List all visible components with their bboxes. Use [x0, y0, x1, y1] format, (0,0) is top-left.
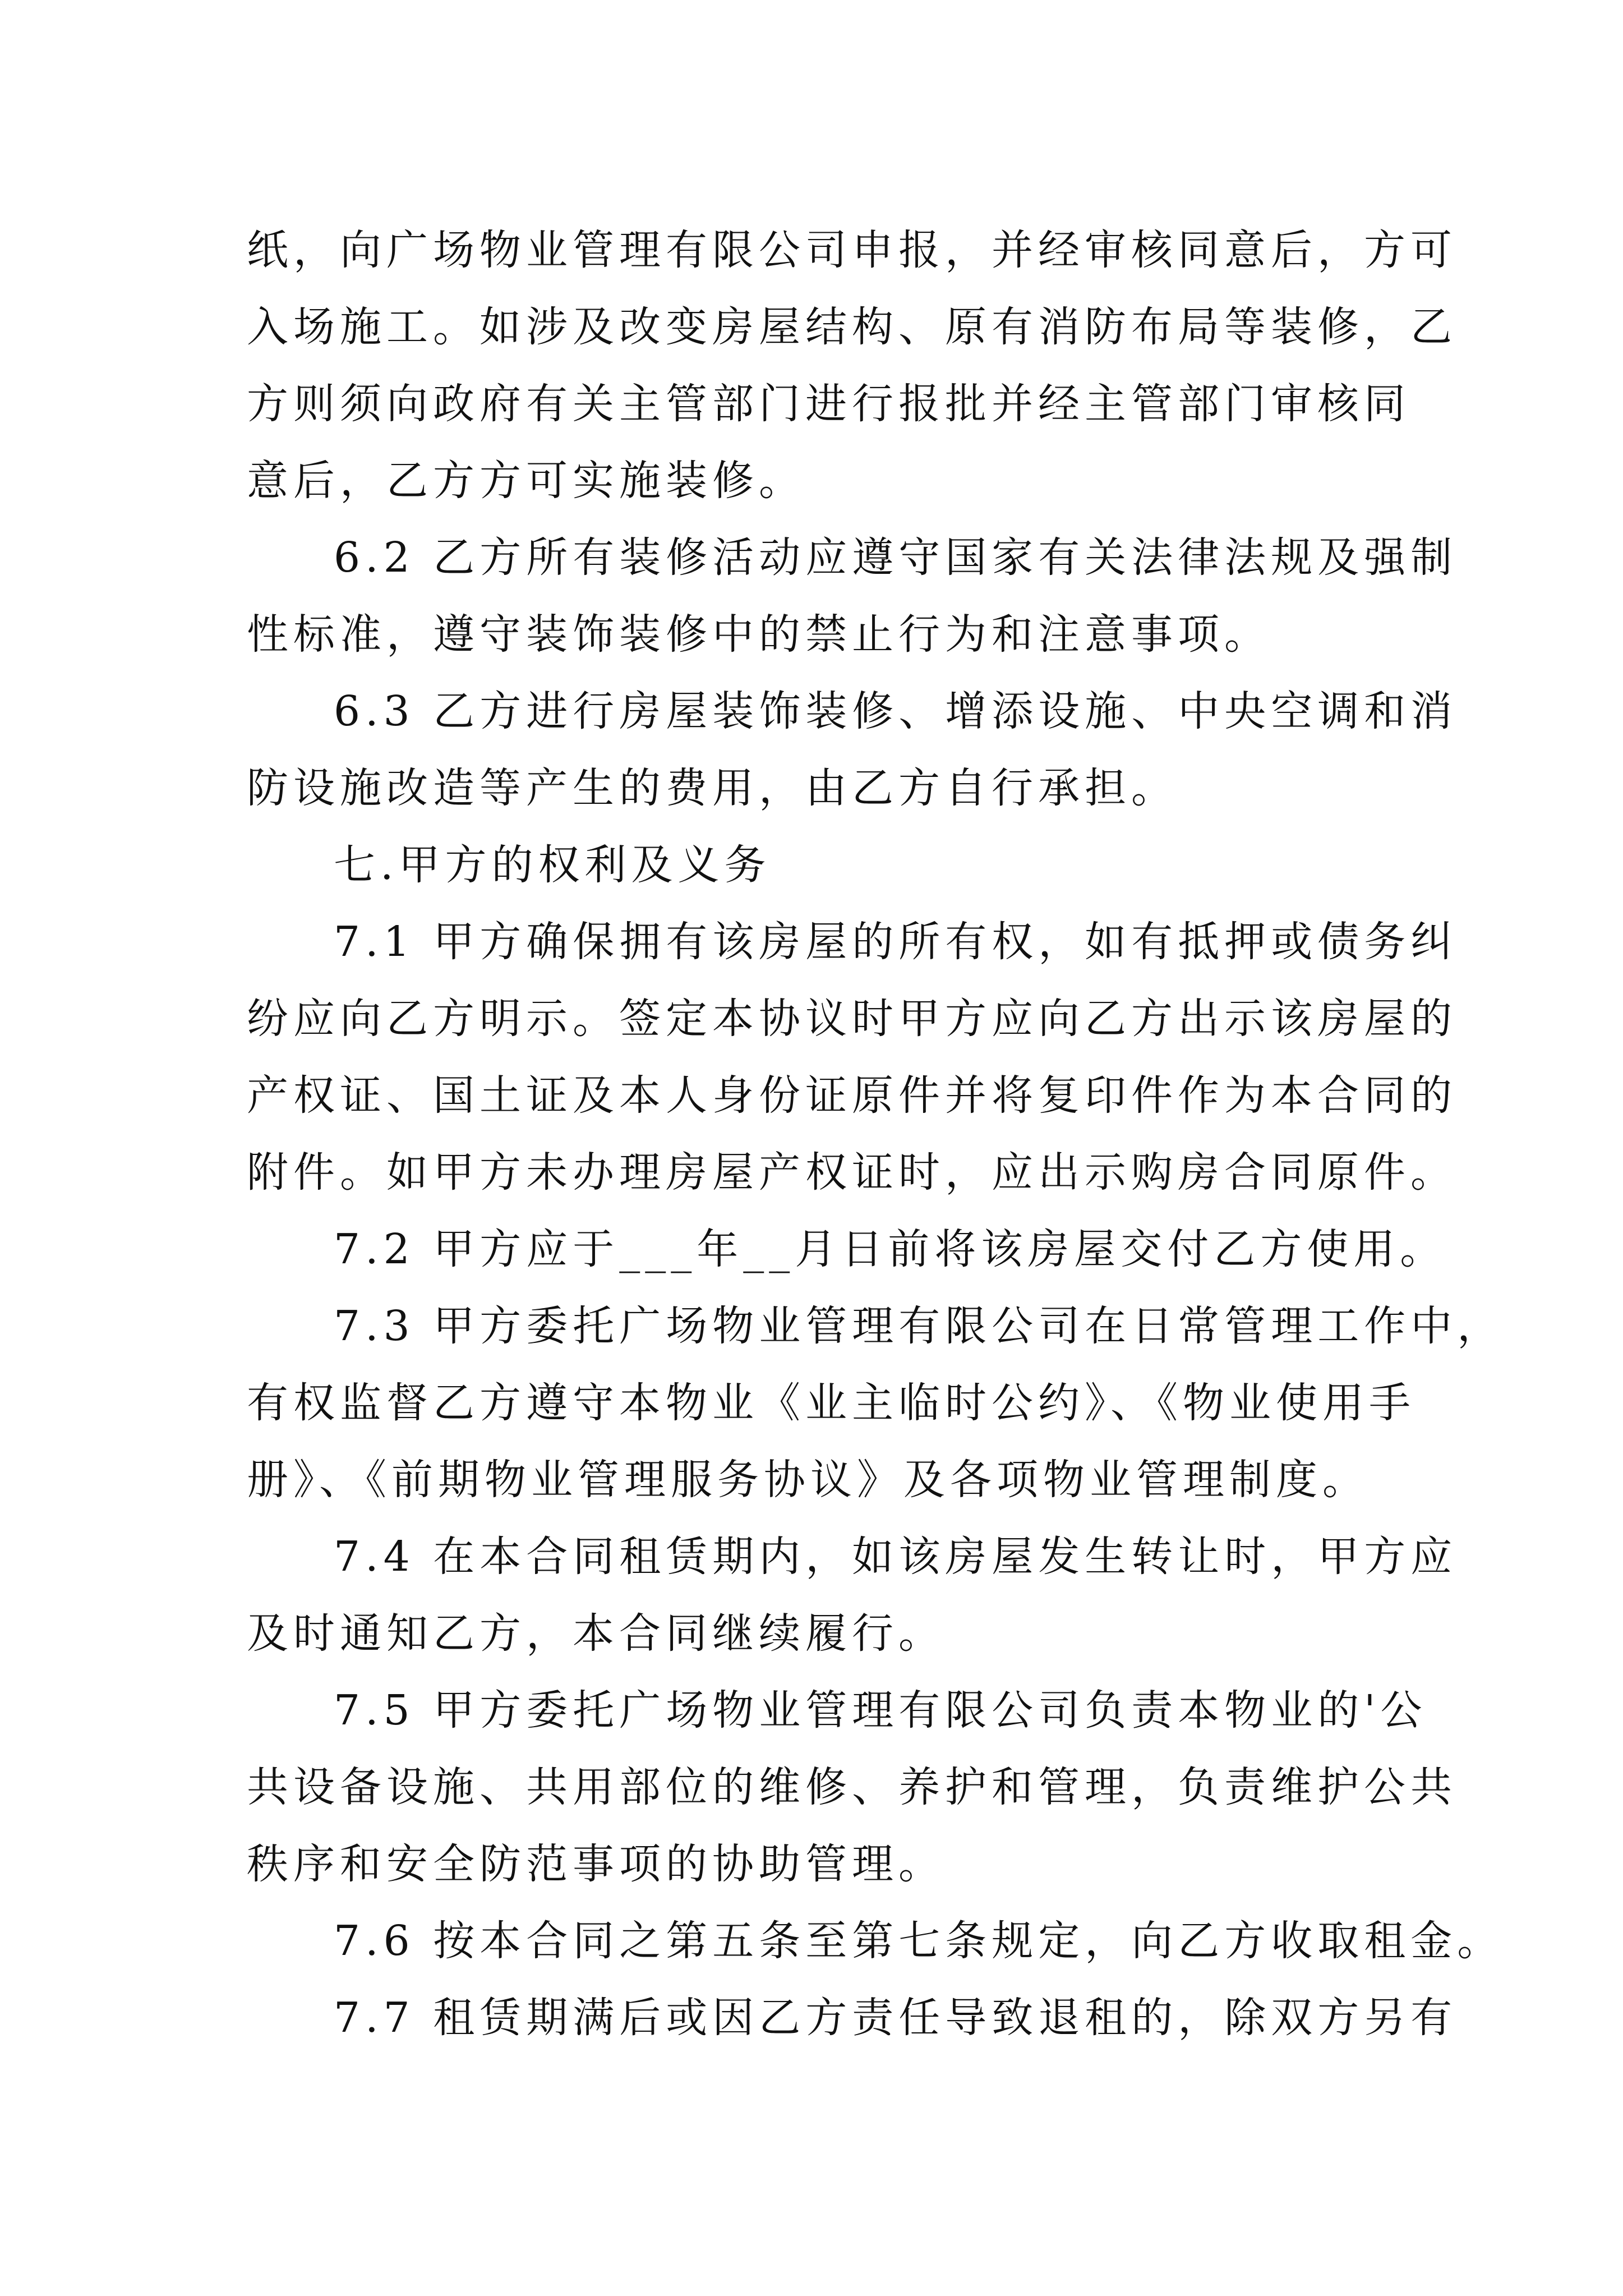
text-line: 有权监督乙方遵守本物业《业主临时公约》、《物业使用手 [247, 1379, 1415, 1427]
text-line: 防设施改造等产生的费用，由乙方自行承担。 [247, 764, 1178, 812]
text-line: 附件。如甲方未办理房屋产权证时，应出示购房合同原件。 [247, 1148, 1457, 1197]
text-line: 秩序和安全防范事项的协助管理。 [247, 1840, 945, 1888]
text-line: 产权证、国土证及本人身份证原件并将复印件作为本合同的 [247, 1071, 1457, 1120]
clause-6-3-line: 6.3 乙方进行房屋装饰装修、增添设施、中央空调和消 [334, 687, 1458, 735]
text-line: 纷应向乙方明示。签定本协议时甲方应向乙方出示该房屋的 [247, 995, 1457, 1043]
text-line: 方则须向政府有关主管部门进行报批并经主管部门审核同 [247, 380, 1410, 428]
text-line: 性标准，遵守装饰装修中的禁止行为和注意事项。 [247, 610, 1271, 659]
text-line: 共设备设施、共用部位的维修、养护和管理，负责维护公共 [247, 1763, 1457, 1811]
section-heading-7: 七.甲方的权利及义务 [334, 841, 771, 889]
text-line: 册》、《前期物业管理服务协议》及各项物业管理制度。 [247, 1456, 1369, 1504]
document-body [247, 212, 1504, 2056]
clause-7-2-line: 7.2 甲方应于___年__月日前将该房屋交付乙方使用。 [334, 1225, 1447, 1273]
clause-7-1-line: 7.1 甲方确保拥有该房屋的所有权，如有抵押或债务纠 [334, 918, 1458, 966]
clause-6-2-line: 6.2 乙方所有装修活动应遵守国家有关法律法规及强制 [334, 533, 1458, 582]
clause-7-7-line: 7.7 租赁期满后或因乙方责任导致退租的，除双方另有 [334, 1994, 1458, 2042]
text-line: 及时通知乙方，本合同继续履行。 [247, 1609, 945, 1658]
text-line: 意后，乙方方可实施装修。 [247, 457, 805, 505]
clause-7-3-line: 7.3 甲方委托广场物业管理有限公司在日常管理工作中， [334, 1302, 1504, 1350]
clause-7-5-line: 7.5 甲方委托广场物业管理有限公司负责本物业的'公 [334, 1686, 1427, 1734]
clause-7-4-line: 7.4 在本合同租赁期内，如该房屋发生转让时，甲方应 [334, 1533, 1458, 1581]
text-line: 纸，向广场物业管理有限公司申报，并经审核同意后，方可 [247, 226, 1457, 274]
text-line: 入场施工。如涉及改变房屋结构、原有消防布局等装修，乙 [247, 303, 1457, 351]
clause-7-6-line: 7.6 按本合同之第五条至第七条规定，向乙方收取租金。 [334, 1917, 1504, 1965]
